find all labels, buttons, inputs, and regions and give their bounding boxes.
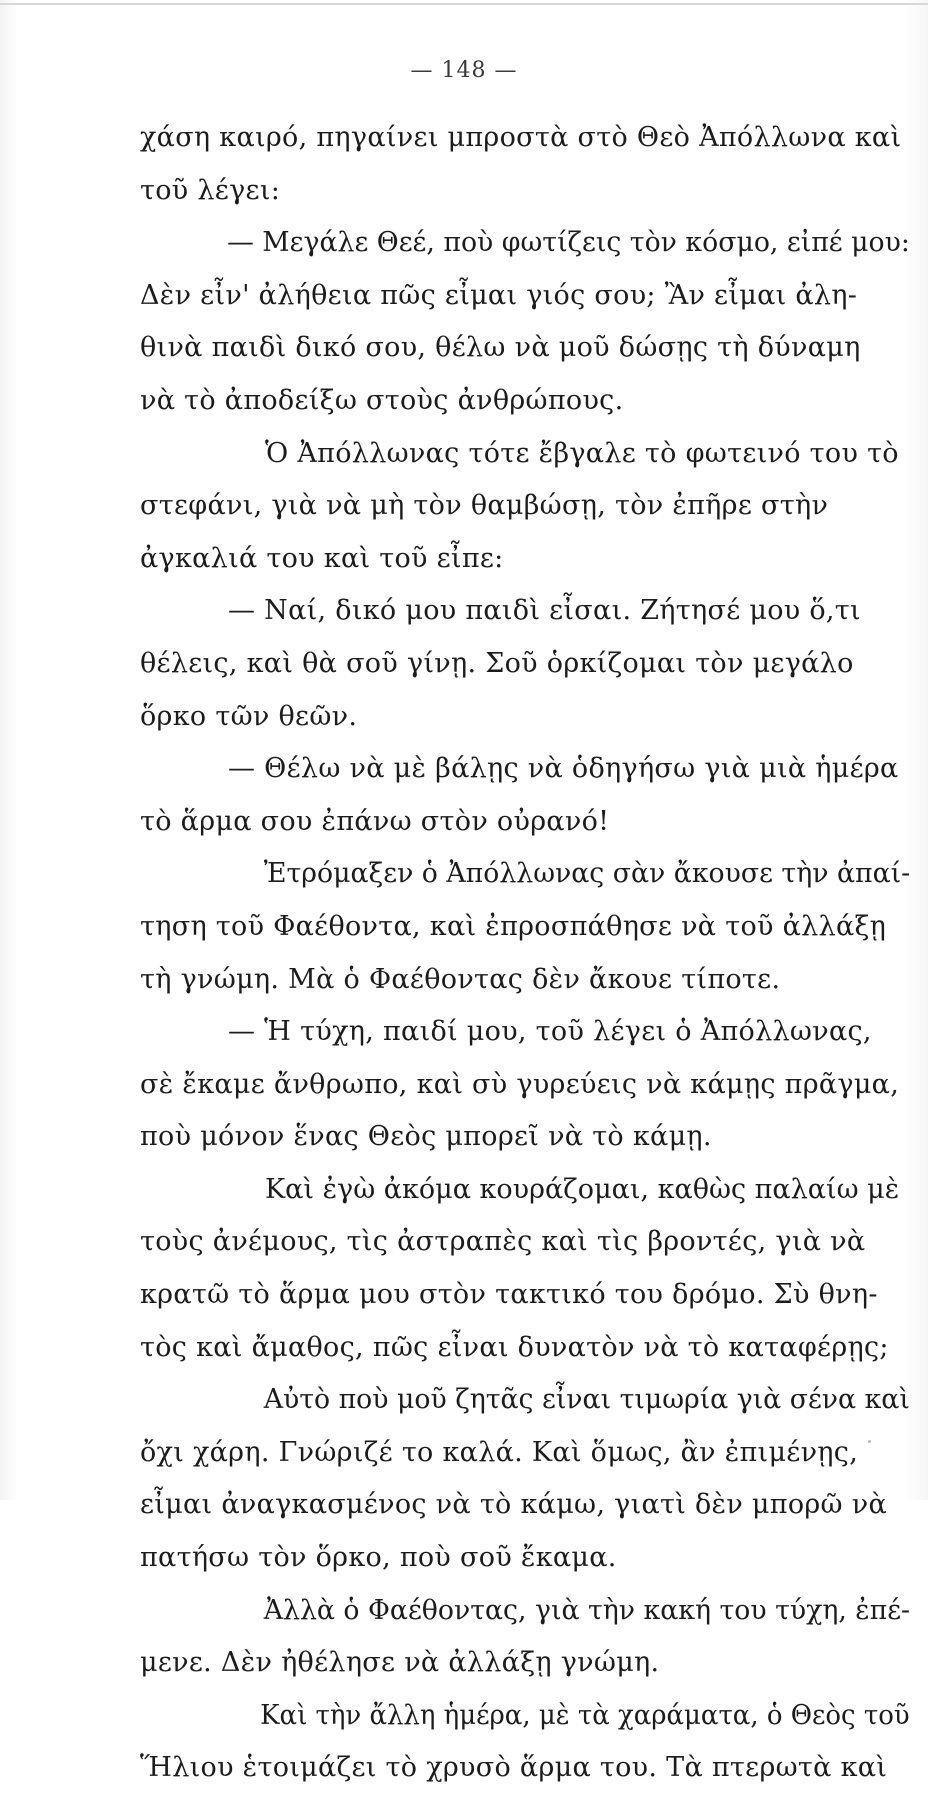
text-line: εἶμαι ἀναγκασμένος νὰ τὸ κάμω, γιατὶ δὲν μπορῶ νὰ bbox=[140, 1489, 887, 1521]
text-line: στεφάνι, γιὰ νὰ μὴ τὸν θαμβώσῃ, τὸν ἐπῆρε στὴν bbox=[140, 490, 829, 522]
text-line: ὄχι χάρη. Γνώριζέ το καλά. Καὶ ὅμως, ἂν ἐπιμένῃς, bbox=[140, 1436, 859, 1468]
text-line: Ἀλλὰ ὁ Φαέθοντας, γιὰ τὴν κακή του τύχη, ἐπέ- bbox=[263, 1594, 911, 1626]
text-line: — Θέλω νὰ μὲ βάλῃς νὰ ὁδηγήσω γιὰ μιὰ ἡμέρα bbox=[228, 753, 899, 785]
text-line: τηση τοῦ Φαέθοντα, καὶ ἐπροσπάθησε νὰ τοῦ ἀλλάξῃ bbox=[140, 910, 887, 942]
text-line: Δὲν εἶν' ἀλήθεια πῶς εἶμαι γιός σου; Ἂν εἶμαι ἀλη- bbox=[140, 279, 858, 311]
text-line: τοῦ λέγει: bbox=[140, 174, 281, 206]
text-line: θέλεις, καὶ θὰ σοῦ γίνῃ. Σοῦ ὁρκίζομαι τὸν μεγάλο bbox=[140, 647, 854, 679]
text-line: — Ναί, δικό μου παιδὶ εἶσαι. Ζήτησέ μου ὅ,τι bbox=[228, 595, 861, 627]
text-line: νὰ τὸ ἀποδείξω στοὺς ἀνθρώπους. bbox=[140, 384, 624, 416]
text-line: Καὶ ἐγὼ ἀκόμα κουράζομαι, καθὼς παλαίω μὲ bbox=[265, 1173, 900, 1205]
text-line: Ὁ Ἀπόλλωνας τότε ἔβγαλε τὸ φωτεινό του τὸ bbox=[265, 437, 899, 469]
text-line: χάση καιρό, πηγαίνει μπροστὰ στὸ Θεὸ Ἀπόλλωνα καὶ bbox=[140, 122, 902, 153]
text-line: τὴ γνώμη. Μὰ ὁ Φαέθοντας δὲν ἄκουε τίποτε. bbox=[140, 963, 781, 995]
text-line: ἀγκαλιά του καὶ τοῦ εἶπε: bbox=[140, 542, 504, 574]
text-line: τὸ ἅρμα σου ἐπάνω στὸν οὐρανό! bbox=[140, 805, 610, 837]
body-text bbox=[140, 112, 910, 1795]
text-line: — Ἡ τύχη, παιδί μου, τοῦ λέγει ὁ Ἀπόλλωνας, bbox=[228, 1016, 872, 1048]
text-line: τοὺς ἀνέμους, τὶς ἀστραπὲς καὶ τὶς βροντές, γιὰ νὰ bbox=[140, 1226, 866, 1258]
page-number: — 148 — bbox=[410, 58, 518, 83]
text-line: θινὰ παιδὶ δικό σου, θέλω νὰ μοῦ δώσῃς τὴ δύναμη bbox=[140, 332, 861, 364]
text-line: ποὺ μόνον ἕνας Θεὸς μπορεῖ νὰ τὸ κάμῃ. bbox=[140, 1121, 712, 1153]
text-line: ὅρκο τῶν θεῶν. bbox=[140, 700, 358, 732]
text-line: κρατῶ τὸ ἅρμα μου στὸν τακτικό του δρόμο. Σὺ θνη- bbox=[140, 1279, 878, 1311]
text-line: — Μεγάλε Θεέ, ποὺ φωτίζεις τὸν κόσμο, εἰπέ μου: bbox=[227, 227, 910, 259]
text-line: μενε. Δὲν ἠθέλησε νὰ ἀλλάξῃ γνώμη. bbox=[140, 1647, 660, 1679]
text-line: πατήσω τὸν ὅρκο, ποὺ σοῦ ἔκαμα. bbox=[140, 1542, 617, 1574]
text-line: τὸς καὶ ἄμαθος, πῶς εἶναι δυνατὸν νὰ τὸ καταφέρῃς; bbox=[140, 1331, 889, 1363]
text-line: Ἥλιου ἑτοιμάζει τὸ χρυσὸ ἅρμα του. Τὰ πτερωτὰ καὶ bbox=[140, 1752, 888, 1784]
paper-speck bbox=[868, 1440, 871, 1443]
text-line: σὲ ἔκαμε ἄνθρωπο, καὶ σὺ γυρεύεις νὰ κάμῃς πρᾶγμα, bbox=[140, 1068, 900, 1100]
text-line: Αὐτὸ ποὺ μοῦ ζητᾶς εἶναι τιμωρία γιὰ σένα καὶ bbox=[263, 1384, 910, 1416]
text-line: Ἐτρόμαξεν ὁ Ἀπόλλωνας σὰν ἄκουσε τὴν ἀπαί- bbox=[263, 858, 911, 890]
text-line: Καὶ τὴν ἄλλη ἡμέρα, μὲ τὰ χαράματα, ὁ Θεὸς τοῦ bbox=[260, 1699, 910, 1731]
top-edge-rule bbox=[0, 3, 928, 5]
